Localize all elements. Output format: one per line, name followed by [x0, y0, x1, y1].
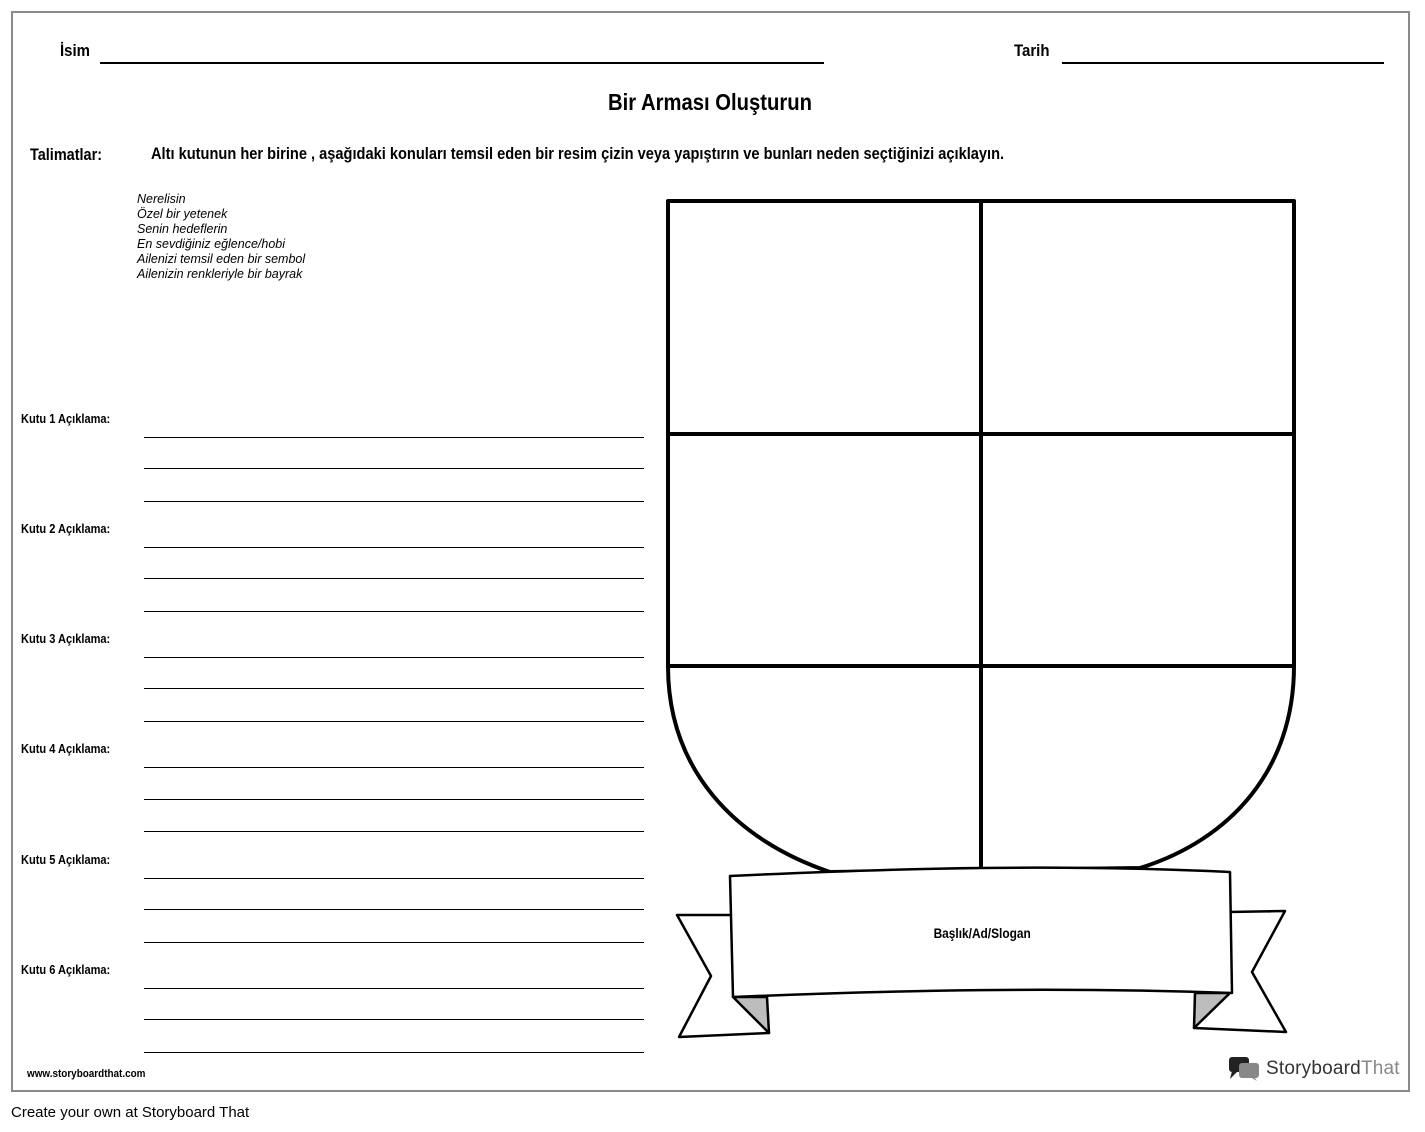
box-4-label: Kutu 4 Açıklama:: [21, 741, 111, 756]
list-item: Ailenizi temsil eden bir sembol: [137, 252, 306, 266]
list-item: Özel bir yetenek: [137, 207, 228, 221]
website-url[interactable]: www.storyboardthat.com: [27, 1068, 146, 1080]
banner-text: Başlık/Ad/Slogan: [933, 925, 1031, 941]
name-label: İsim: [60, 41, 90, 60]
instructions-text: Altı kutunun her birine , aşağıdaki konuları temsil eden bir resim çizin veya yapıştırın ve bunları neden seçtiğinizi açıklayın.: [151, 144, 1005, 163]
brand-name: StoryboardThat: [1266, 1058, 1400, 1079]
brand-logo: [1228, 1056, 1400, 1082]
box-5-label: Kutu 5 Açıklama:: [21, 852, 111, 867]
box-1-label: Kutu 1 Açıklama:: [21, 411, 111, 426]
box-6-label: Kutu 6 Açıklama:: [21, 962, 111, 977]
instructions-label: Talimatlar:: [30, 145, 103, 164]
box-3-label: Kutu 3 Açıklama:: [21, 631, 111, 646]
list-item: En sevdiğiniz eğlence/hobi: [137, 237, 286, 251]
date-label: Tarih: [1014, 41, 1050, 60]
footer-link[interactable]: Create your own at Storyboard That: [11, 1104, 250, 1121]
list-item: Nerelisin: [137, 192, 186, 206]
speech-bubbles-icon: [1228, 1056, 1260, 1082]
list-item: Senin hedeflerin: [137, 222, 228, 236]
list-item: Ailenizin renkleriyle bir bayrak: [137, 267, 303, 281]
page-title: Bir Arması Oluşturun: [608, 89, 812, 115]
box-2-label: Kutu 2 Açıklama:: [21, 521, 111, 536]
banner-text-wrap: [880, 925, 1084, 941]
